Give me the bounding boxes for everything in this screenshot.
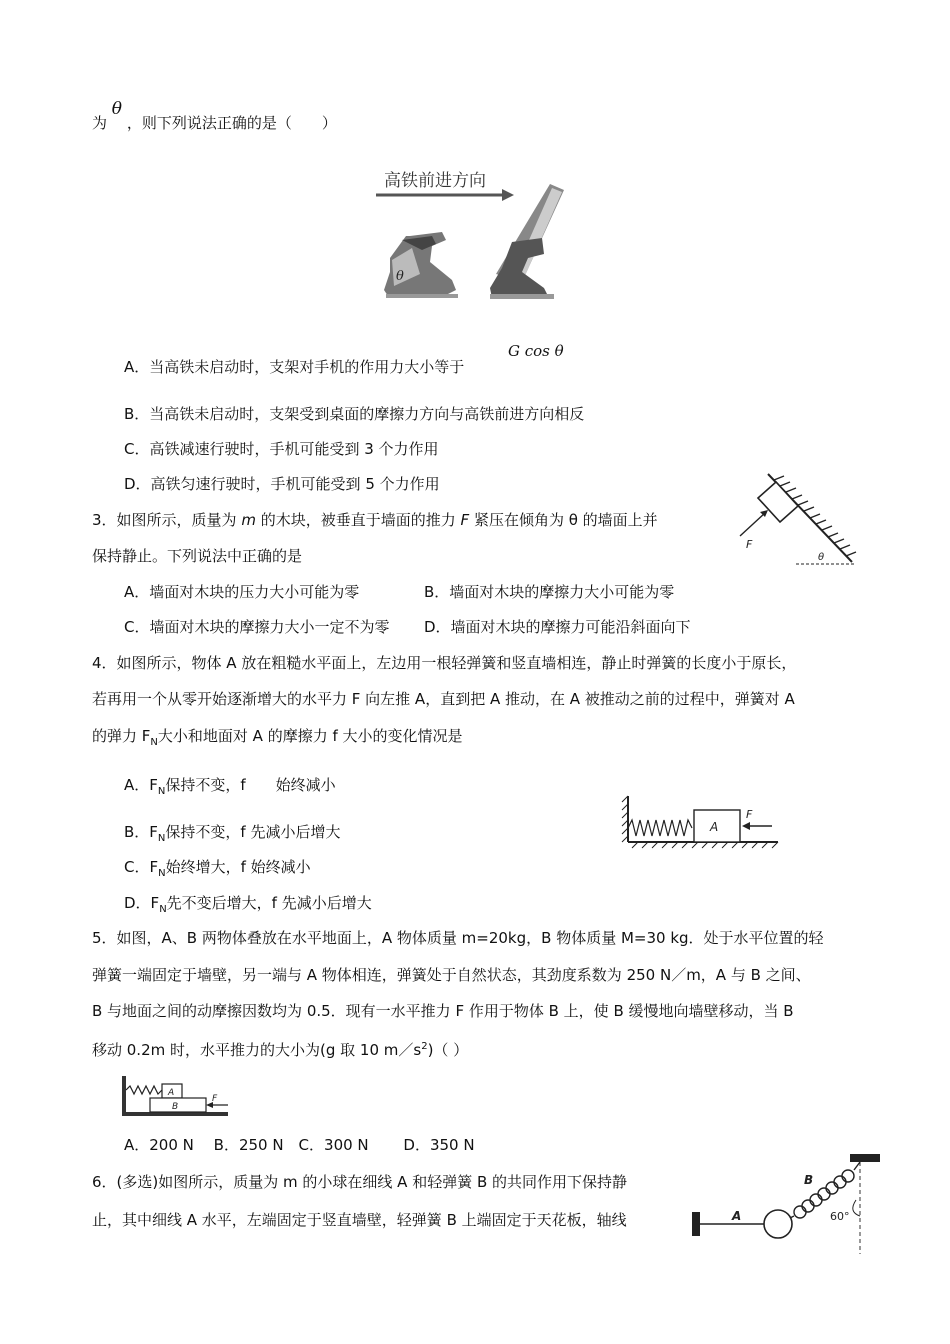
intro-rest: ，则下列说法正确的是（ ） <box>126 114 337 132</box>
q5-fig-A: A <box>168 1088 175 1098</box>
q6-ceiling <box>850 1154 880 1162</box>
fig2-theta: θ <box>396 269 404 284</box>
q3-option-b: B．墙面对木块的摩擦力大小可能为零 <box>424 583 675 601</box>
q6-fig-B: B <box>804 1173 814 1187</box>
q3-option-c: C．墙面对木块的摩擦力大小一定不为零 <box>124 618 390 636</box>
fig2-right-stand <box>490 184 564 299</box>
q5-wall <box>122 1076 126 1114</box>
q5-line4: 移动 0.2m 时，水平推力的大小为(g 取 10 $m/s^2$)（ ） <box>92 1041 469 1059</box>
fig2-arrowhead <box>502 189 514 201</box>
q2-option-d: D．高铁匀速行驶时，手机可能受到 5 个力作用 <box>124 475 440 493</box>
intro-theta: θ <box>111 99 123 119</box>
q5-fig-F: F <box>212 1094 218 1104</box>
q2-option-a-text: A．当高铁未启动时，支架对手机的作用力大小等于 <box>124 358 465 376</box>
q3-fig-F: F <box>746 538 753 551</box>
q4-force-arrowhead <box>742 822 750 830</box>
q4-fig-A: A <box>710 820 719 834</box>
q6-wall <box>692 1212 700 1236</box>
intro-wei: 为 <box>92 114 108 132</box>
q3-option-d: D．墙面对木块的摩擦力可能沿斜面向下 <box>424 618 691 636</box>
q5-line2: 弹簧一端固定于墙壁，另一端与 A 物体相连，弹簧处于自然状态，其劲度系数为 250 N／m，A 与 B 之间、 <box>92 966 811 984</box>
q4-fig-F: F <box>746 808 753 821</box>
q6-fig-A: A <box>732 1209 742 1223</box>
q3-line1: 3．如图所示，质量为 m 的木块，被垂直于墙面的推力 F 紧压在倾角为 θ 的墙面上并 <box>92 511 658 529</box>
q5-line1: 5．如图，A、B 两物体叠放在水平地面上，A 物体质量 m=20kg，B 物体质量 M=30 kg．处于水平位置的轻 <box>92 929 824 947</box>
q4-option-c: C．$F_N$始终增大，f 始终减小 <box>124 858 311 879</box>
q5-spring <box>126 1086 162 1094</box>
q4-line2: 若再用一个从零开始逐渐增大的水平力 F 向左推 A，直到把 A 推动，在 A 被推动之前的过程中，弹簧对 A <box>92 690 795 708</box>
q6-ball <box>764 1210 792 1238</box>
q6-angle-arc <box>853 1200 860 1216</box>
q3-option-a: A．墙面对木块的压力大小可能为零 <box>124 583 360 601</box>
q6-fig-angle: 60° <box>830 1210 850 1223</box>
q2-option-a <box>124 357 464 377</box>
q3-force-arrow <box>740 512 766 536</box>
intro-line <box>92 99 337 133</box>
q5-stacked-blocks-figure <box>120 1074 232 1120</box>
q5-options: A．200 N B．250 N C．300 N D．350 N <box>124 1136 475 1154</box>
q5-line3: B 与地面之间的动摩擦因数均为 0.5．现有一水平推力 F 作用于物体 B 上，使 B 缓慢地向墙壁移动，当 B <box>92 1002 794 1020</box>
q4-line1: 4．如图所示，物体 A 放在粗糙水平面上，左边用一根轻弹簧和竖直墙相连，静止时弹簧的长度小于原长， <box>92 654 797 672</box>
q4-option-b: B．$F_N$保持不变，f 先减小后增大 <box>124 823 341 844</box>
q4-spring <box>628 820 692 836</box>
q3-fig-theta: θ <box>818 552 825 563</box>
q4-line3: 的弹力 $F_N$大小和地面对 A 的摩擦力 f 大小的变化情况是 <box>92 727 463 748</box>
q5-fig-B: B <box>172 1102 179 1112</box>
q6-spring-b <box>790 1162 860 1218</box>
phone-stand-figure <box>372 162 582 307</box>
q4-option-d: D．$F_N$先不变后增大，f 先减小后增大 <box>124 894 372 915</box>
fig2-left-stand <box>384 232 458 298</box>
q6-line1: 6．(多选)如图所示，质量为 m 的小球在细线 A 和轻弹簧 B 的共同作用下保持静 <box>92 1173 628 1191</box>
q4-option-a: A．$F_N$保持不变，f 始终减小 <box>124 776 336 797</box>
q3-line2: 保持静止。下列说法中正确的是 <box>92 547 303 565</box>
q2-option-c: C．高铁减速行驶时，手机可能受到 3 个力作用 <box>124 440 439 458</box>
fig2-caption: 高铁前进方向 <box>384 171 486 191</box>
q2-option-b: B．当高铁未启动时，支架受到桌面的摩擦力方向与高铁前进方向相反 <box>124 405 585 423</box>
q6-line2: 止，其中细线 A 水平，左端固定于竖直墙壁，轻弹簧 B 上端固定于天花板，轴线 <box>92 1211 627 1229</box>
q2-option-a-formula: G cos θ <box>508 342 564 360</box>
q6-ball-spring-figure <box>690 1150 890 1260</box>
q4-spring-figure <box>622 794 782 854</box>
q3-incline-figure <box>728 470 858 570</box>
